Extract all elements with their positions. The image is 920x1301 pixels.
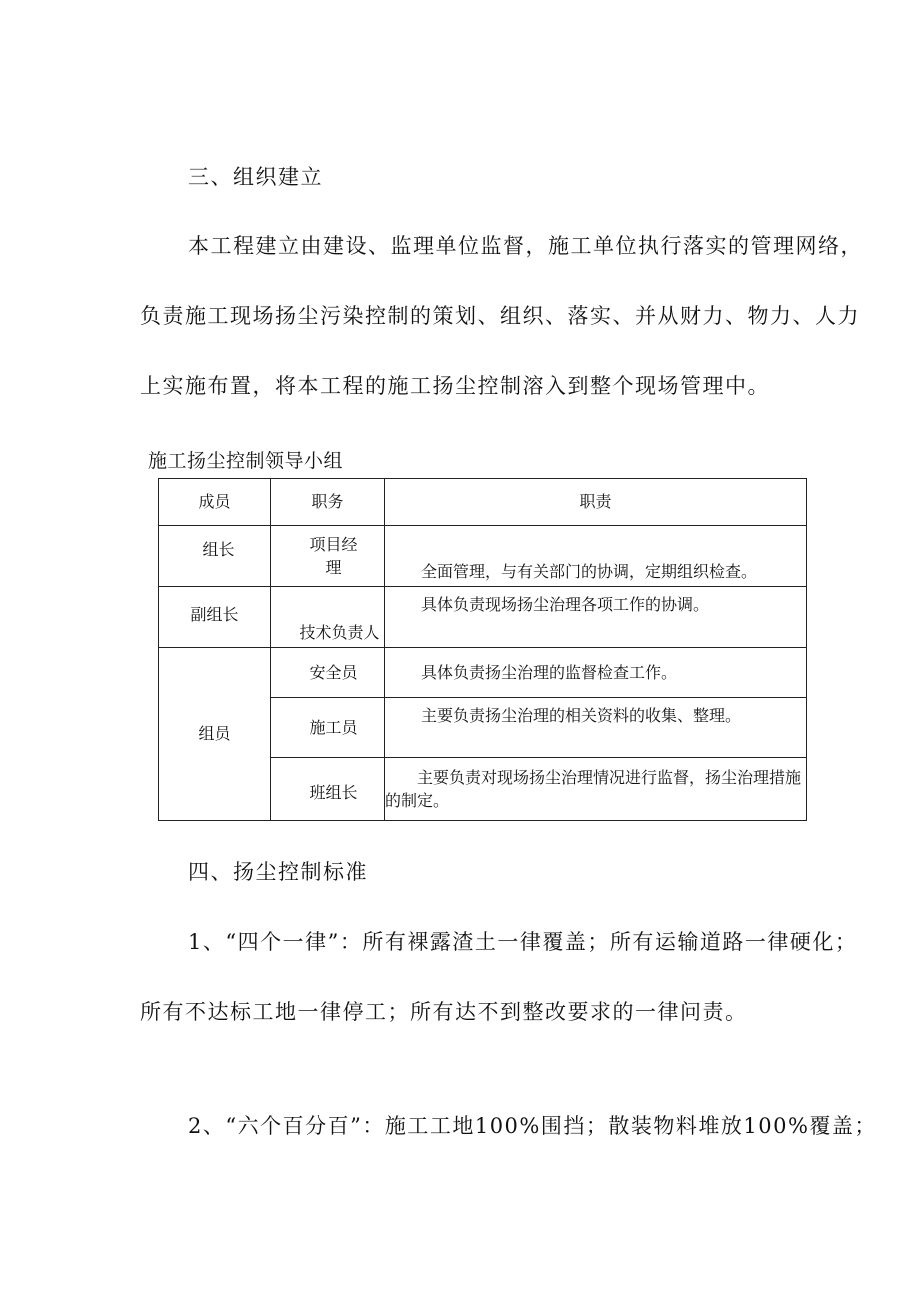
cell-duty: 具体负责扬尘治理的监督检查工作。 bbox=[385, 648, 807, 698]
cell-member: 组员 bbox=[159, 648, 271, 821]
cell-duty: 全面管理，与有关部门的协调，定期组织检查。 bbox=[385, 526, 807, 587]
table-row bbox=[159, 648, 807, 698]
header-position: 职务 bbox=[271, 479, 385, 526]
header-duty: 职责 bbox=[385, 479, 807, 526]
cell-position: 安全员 bbox=[271, 648, 385, 698]
cell-member: 组长 bbox=[159, 526, 271, 587]
table-header-row bbox=[159, 479, 807, 526]
header-member: 成员 bbox=[159, 479, 271, 526]
paragraph-line: 所有不达标工地一律停工；所有达不到整改要求的一律问责。 bbox=[140, 1000, 748, 1024]
paragraph-line: 1、“四个一律”：所有裸露渣土一律覆盖；所有运输道路一律硬化； bbox=[188, 930, 858, 954]
cell-position: 班组长 bbox=[271, 758, 385, 821]
paragraph-line: 上实施布置，将本工程的施工扬尘控制溶入到整个现场管理中。 bbox=[140, 374, 770, 398]
section-3-heading: 三、组织建立 bbox=[188, 165, 323, 189]
paragraph-line: 本工程建立由建设、监理单位监督，施工单位执行落实的管理网络， bbox=[188, 234, 863, 258]
leadership-group-table bbox=[158, 478, 807, 821]
cell-member: 副组长 bbox=[159, 587, 271, 648]
paragraph-line: 2、“六个百分百”：施工工地100%围挡；散装物料堆放100%覆盖； bbox=[188, 1114, 877, 1138]
cell-duty: 具体负责现场扬尘治理各项工作的协调。 bbox=[385, 587, 807, 648]
cell-position: 施工员 bbox=[271, 698, 385, 758]
cell-duty: 主要负责扬尘治理的相关资料的收集、整理。 bbox=[385, 698, 807, 758]
paragraph-line: 负责施工现场扬尘污染控制的策划、组织、落实、并从财力、物力、人力 bbox=[140, 304, 860, 328]
cell-position: 技术负责人 bbox=[271, 587, 385, 648]
table-row bbox=[159, 587, 807, 648]
table-row bbox=[159, 526, 807, 587]
table-caption: 施工扬尘控制领导小组 bbox=[148, 450, 344, 472]
cell-duty: 主要负责对现场扬尘治理情况进行监督，扬尘治理措施的制定。 bbox=[385, 758, 807, 821]
cell-position: 项目经理 bbox=[271, 526, 385, 587]
section-4-heading: 四、扬尘控制标准 bbox=[188, 860, 368, 884]
